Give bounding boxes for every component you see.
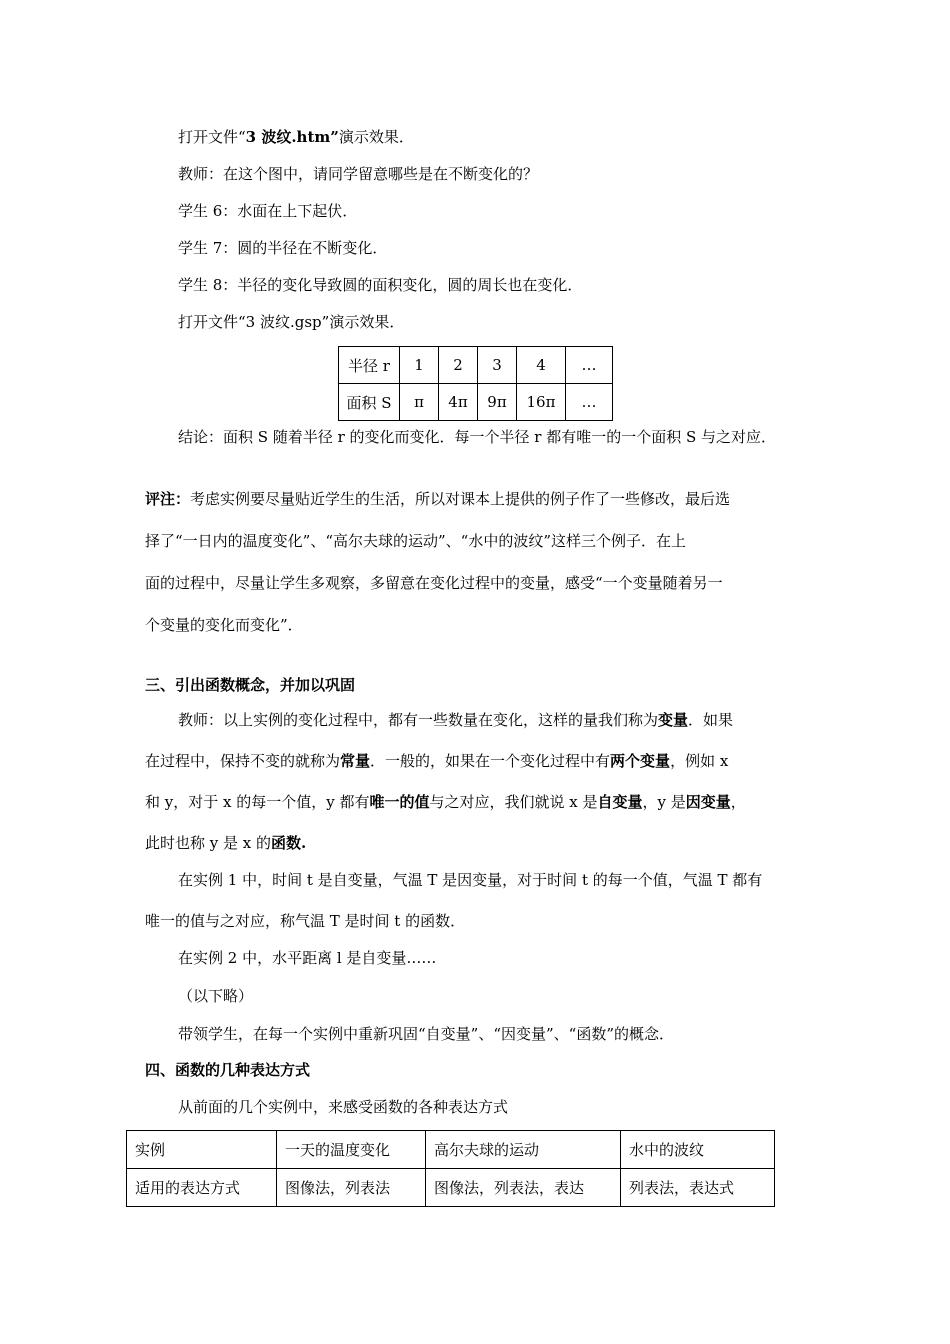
term-function: 函数.: [271, 834, 307, 852]
expression-methods-table: [126, 1130, 775, 1207]
text-run: ．如果: [688, 711, 734, 729]
table-row: [339, 384, 613, 421]
table-cell: 图像法，列表法，表达: [426, 1169, 621, 1207]
term-variable: 变量: [658, 711, 689, 729]
comment-line-3: 面的过程中，尽量让学生多观察，多留意在变化过程中的变量，感受“一个变量随着另一: [145, 574, 723, 592]
definition-line-3: [145, 792, 746, 812]
text-run: 教师：以上实例的变化过程中，都有一些数量在变化，这样的量我们称为: [178, 711, 659, 729]
example-1-line-1: 在实例 1 中，时间 t 是自变量，气温 T 是因变量，对于时间 t 的每一个值，气温 T 都有: [178, 871, 763, 889]
table-cell: …: [566, 384, 613, 421]
table-row: [127, 1131, 775, 1169]
file-name-htm: 3 波纹.htm”: [245, 128, 339, 146]
table-cell: 一天的温度变化: [277, 1131, 426, 1169]
table-cell: 列表法，表达式: [621, 1169, 775, 1207]
comment-label: 评注：: [145, 490, 191, 508]
table-cell: 图像法，列表法: [277, 1169, 426, 1207]
table-cell: 面积 S: [339, 384, 400, 421]
table-cell: 高尔夫球的运动: [426, 1131, 621, 1169]
text-run: 在过程中，保持不变的就称为: [145, 752, 341, 770]
text-run: ．一般的，如果在一个变化过程中有: [370, 752, 611, 770]
text-run: 此时也称 y 是 x 的: [145, 834, 272, 852]
term-unique-value: 唯一的值: [369, 793, 430, 811]
open-file-gsp-line: 打开文件“3 波纹.gsp”演示效果．: [178, 313, 405, 331]
comment-line-2: 择了“一日内的温度变化”、“高尔夫球的运动”、“水中的波纹”这样三个例子．在上: [145, 532, 687, 550]
section-4-heading: 四、函数的几种表达方式: [145, 1061, 311, 1079]
example-2-line: 在实例 2 中，水平距离 l 是自变量……: [178, 949, 437, 967]
text-run: 与之对应，我们就说 x 是: [429, 793, 598, 811]
table-cell: 实例: [127, 1131, 277, 1169]
open-file-prefix: 打开文件“: [178, 128, 246, 146]
student-8-answer: 学生 8：半径的变化导致圆的面积变化，圆的周长也在变化．: [178, 276, 583, 294]
term-two-variables: 两个变量: [610, 752, 671, 770]
conclusion-line: 结论：面积 S 随着半径 r 的变化而变化．每一个半径 r 都有唯一的一个面积 S 与之对应．: [178, 428, 777, 446]
table-cell: 4π: [439, 384, 478, 421]
table-cell: …: [566, 347, 613, 384]
definition-line-1: [178, 710, 733, 730]
text-run: 和 y，对于 x 的每一个值，y 都有: [145, 793, 370, 811]
teacher-question: 教师：在这个图中，请同学留意哪些是在不断变化的？: [178, 165, 539, 183]
table-cell: 3: [478, 347, 517, 384]
comment-line-1: [145, 489, 730, 509]
section-4-intro: 从前面的几个实例中，来感受函数的各种表达方式: [178, 1098, 509, 1116]
term-constant: 常量: [340, 752, 371, 770]
section-3-heading: 三、引出函数概念，并加以巩固: [145, 676, 356, 694]
table-cell: 1: [400, 347, 439, 384]
text-run: ，y 是: [642, 793, 686, 811]
table-cell: 适用的表达方式: [127, 1169, 277, 1207]
table-cell: 半径 r: [339, 347, 400, 384]
table-cell: 水中的波纹: [621, 1131, 775, 1169]
omitted-note: （以下略）: [178, 987, 254, 1005]
definition-line-4: [145, 833, 306, 853]
table-cell: 2: [439, 347, 478, 384]
table-cell: π: [400, 384, 439, 421]
comment-text: 考虑实例要尽量贴近学生的生活，所以对课本上提供的例子作了一些修改，最后选: [190, 490, 731, 508]
student-6-answer: 学生 6：水面在上下起伏．: [178, 202, 358, 220]
table-row: [339, 347, 613, 384]
table-row: [127, 1169, 775, 1207]
table-cell: 16π: [517, 384, 566, 421]
radius-area-table: [338, 346, 613, 421]
open-file-htm-line: [178, 127, 414, 147]
example-1-line-2: 唯一的值与之对应，称气温 T 是时间 t 的函数．: [145, 912, 466, 930]
student-7-answer: 学生 7：圆的半径在不断变化．: [178, 239, 388, 257]
text-run: ，例如 x: [670, 752, 729, 770]
term-independent-variable: 自变量: [597, 793, 643, 811]
term-dependent-variable: 因变量: [685, 793, 731, 811]
text-run: ，: [730, 793, 746, 811]
table-cell: 9π: [478, 384, 517, 421]
consolidate-line: 带领学生，在每一个实例中重新巩固“自变量”、“因变量”、“函数”的概念．: [178, 1025, 675, 1043]
definition-line-2: [145, 751, 728, 771]
table-cell: 4: [517, 347, 566, 384]
open-file-suffix: 演示效果．: [338, 128, 414, 146]
comment-line-4: 个变量的变化而变化”．: [145, 616, 303, 634]
